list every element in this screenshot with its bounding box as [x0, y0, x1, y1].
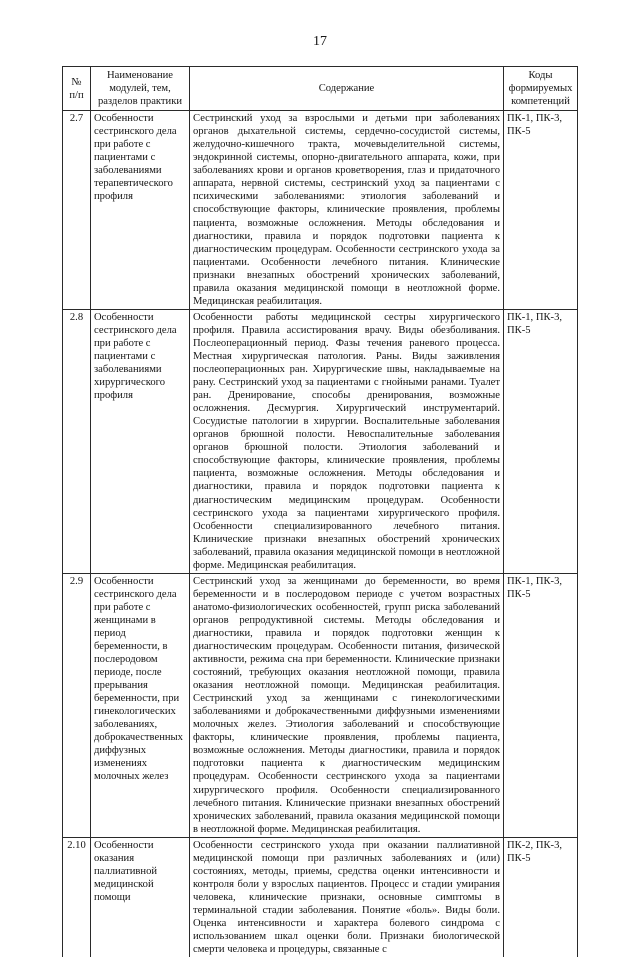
header-num: № п/п — [63, 67, 91, 111]
row-number: 2.9 — [63, 573, 91, 837]
module-name: Особенности оказания паллиативной медицинской помощи — [91, 837, 190, 957]
module-content: Сестринский уход за взрослыми и детьми при заболеваниях органов дыхательной системы, сердечно-сосудистой системы, желудочно-кишечного тракта, мочевыделительной системы, эндокринной системы, опорно-двигательного аппарата, кожи, при заболеваниях крови и органов кроветворения, глаз и придаточного аппарата, нервной системы, сестринский уход за пациентами с психическими заболеваниями: этиология заболеваний и способствующие факторы, клинические проявления, проблемы пациента, возможные осложнения. Методы обследования и диагностики, правила и порядок подготовки пациента к диагностическим процедурам. Особенности сестринского ухода за пациентами. Особенности лечебного питания. Клинические признаки внезапных обострений хронических заболеваний, правила оказания медицинской помощи в неотложной форме. Медицинская реабилитация. — [190, 111, 504, 310]
header-content: Содержание — [190, 67, 504, 111]
module-content: Особенности работы медицинской сестры хирургического профиля. Правила ассистирования врачу. Виды обезболивания. Послеоперационный период. Фазы течения раневого процесса. Местная хирургическая патология. Раны. Виды заживления послеоперационных ран. Хирургические швы, накладываемые на рану. Сестринский уход за пациентами с гнойными ранами. Туалет ран. Дренирование, способы дренирования, возможные осложнения. Десмургия. Хирургический инструментарий. Сосудистые патологии в хирургии. Воспалительные заболевания органов брюшной полости. Невоспалительные заболевания органов брюшной полости. Этиология заболеваний и способствующие факторы, клинические проявления, проблемы пациента, возможные осложнения. Методы обследования и диагностики, правила и порядок подготовки пациента к диагностическим медицинским процедурам. Особенности сестринского ухода за пациентами хирургического профиля. Особенности специализированного лечебного питания. Клинические признаки внезапных обострений хронических заболеваний, правила оказания медицинской помощи в неотложной форме. Медицинская реабилитация. — [190, 309, 504, 573]
row-number: 2.7 — [63, 111, 91, 310]
table-row — [63, 573, 578, 837]
row-number: 2.8 — [63, 309, 91, 573]
practice-content-table — [62, 66, 578, 957]
competency-codes: ПК-1, ПК-3, ПК-5 — [504, 573, 578, 837]
page-number: 17 — [313, 34, 327, 49]
table-row — [63, 309, 578, 573]
module-name: Особенности сестринского дела при работе с пациентами с заболеваниями терапевтического профиля — [91, 111, 190, 310]
module-name: Особенности сестринского дела при работе с женщинами в период беременности, в послеродовом периоде, после прерывания беременности, при гинекологических заболеваниях, доброкачественных диффузных изменениях молочных желез — [91, 573, 190, 837]
table-row — [63, 837, 578, 957]
competency-codes: ПК-1, ПК-3, ПК-5 — [504, 309, 578, 573]
header-codes: Коды формируемых компетенций — [504, 67, 578, 111]
table-header-row — [63, 67, 578, 111]
competency-codes: ПК-1, ПК-3, ПК-5 — [504, 111, 578, 310]
row-number: 2.10 — [63, 837, 91, 957]
table-row — [63, 111, 578, 310]
module-content: Особенности сестринского ухода при оказании паллиативной медицинской помощи при различных заболеваниях и (или) состояниях, методы, приемы, средства оценки интенсивности и контроля боли у взрослых пациентов. Процесс и стадии умирания человека, клинические признаки, основные симптомы в терминальной стадии заболевания. Понятие «боль». Виды боли. Оценка интенсивности и характера болевого синдрома с использованием шкал оценки боли. Признаки биологической смерти человека и процедуры, связанные с — [190, 837, 504, 957]
competency-codes: ПК-2, ПК-3, ПК-5 — [504, 837, 578, 957]
header-name: Наименование модулей, тем, разделов практики — [91, 67, 190, 111]
module-content: Сестринский уход за женщинами до беременности, во время беременности и в послеродовом периоде с учетом возрастных анатомо-физиологических особенностей, групп риска заболеваний органов репродуктивной системы. Методы обследования и диагностики, правила и порядок подготовки женщин к диагностическим процедурам. Особенности питания, физической активности, режима сна при беременности. Клинические признаки состояний, требующих оказания неотложной помощи, правила оказания неотложной помощи. Медицинская реабилитация. Сестринский уход за женщинами с гинекологическими заболеваниями и доброкачественными диффузными изменениями молочных желез. Этиология заболеваний и способствующие факторы, клинические проявления, проблемы пациента, возможные осложнения. Методы диагностики, правила и порядок подготовки пациента к диагностическим медицинским процедурам. Особенности сестринского ухода за пациентами хирургического профиля. Особенности специализированного лечебного питания. Клинические признаки внезапных обострений хронических заболеваний, правила оказания медицинской помощи в неотложной форме. Медицинская реабилитация. — [190, 573, 504, 837]
module-name: Особенности сестринского дела при работе с пациентами с заболеваниями хирургического профиля — [91, 309, 190, 573]
